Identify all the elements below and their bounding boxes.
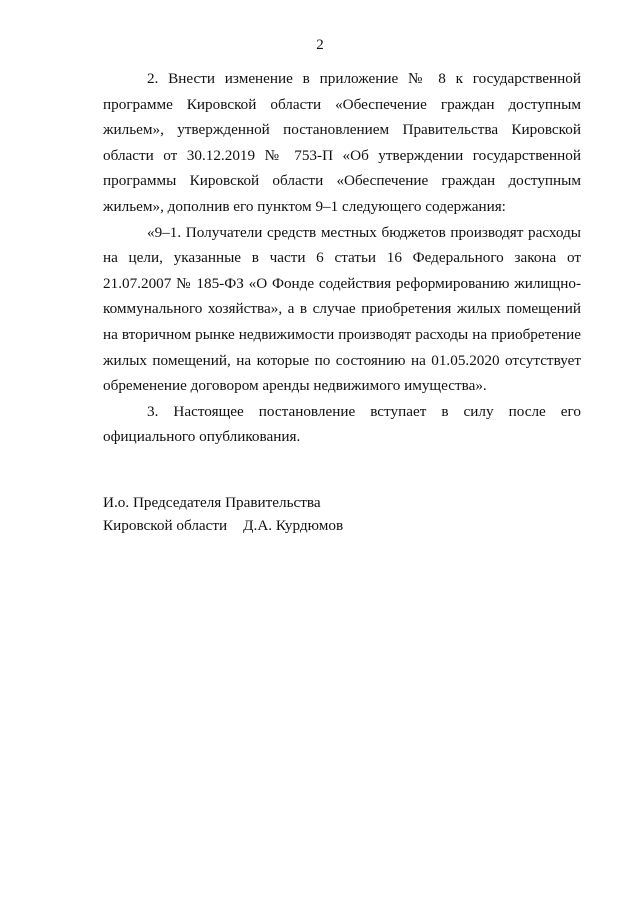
page-number: 2: [316, 37, 324, 53]
signatory-title-line2: Кировской области: [103, 517, 228, 534]
paragraph-amendment: 2. Внести изменение в приложение № 8 к государственной программе Кировской области «Обеспечение граждан доступным жильем», утвержденной постановлением Правительства Кировской области от 30.12.2019 № 753-П «Об утверждении государственной программы Кировской области «Обеспечение граждан доступным жильем», дополнив его пунктом 9–1 следующего содержания:: [103, 70, 581, 215]
paragraph-effective-date: 3. Настоящее постановление вступает в силу после его официального опубликования.: [103, 402, 581, 446]
document-body: [103, 66, 581, 450]
signatory-title-line1: И.о. Председателя Правительства: [103, 494, 321, 511]
signature-block: [103, 491, 343, 537]
paragraph-clause-9-1: «9–1. Получатели средств местных бюджетов производят расходы на цели, указанные в части 6 статьи 16 Федерального закона от 21.07.2007 № 185-ФЗ «О Фонде содействия реформированию жилищно-коммунального хозяйства», а в случае приобретения жилых помещений на вторичном рынке недвижимости производят расходы на приобретение жилых помещений, на которые по состоянию на 01.05.2020 отсутствует обременение договором аренды недвижимого имущества».: [103, 223, 581, 395]
signatory-title-line2-row: [103, 514, 343, 537]
signatory-name: Д.А. Курдюмов: [243, 517, 344, 534]
